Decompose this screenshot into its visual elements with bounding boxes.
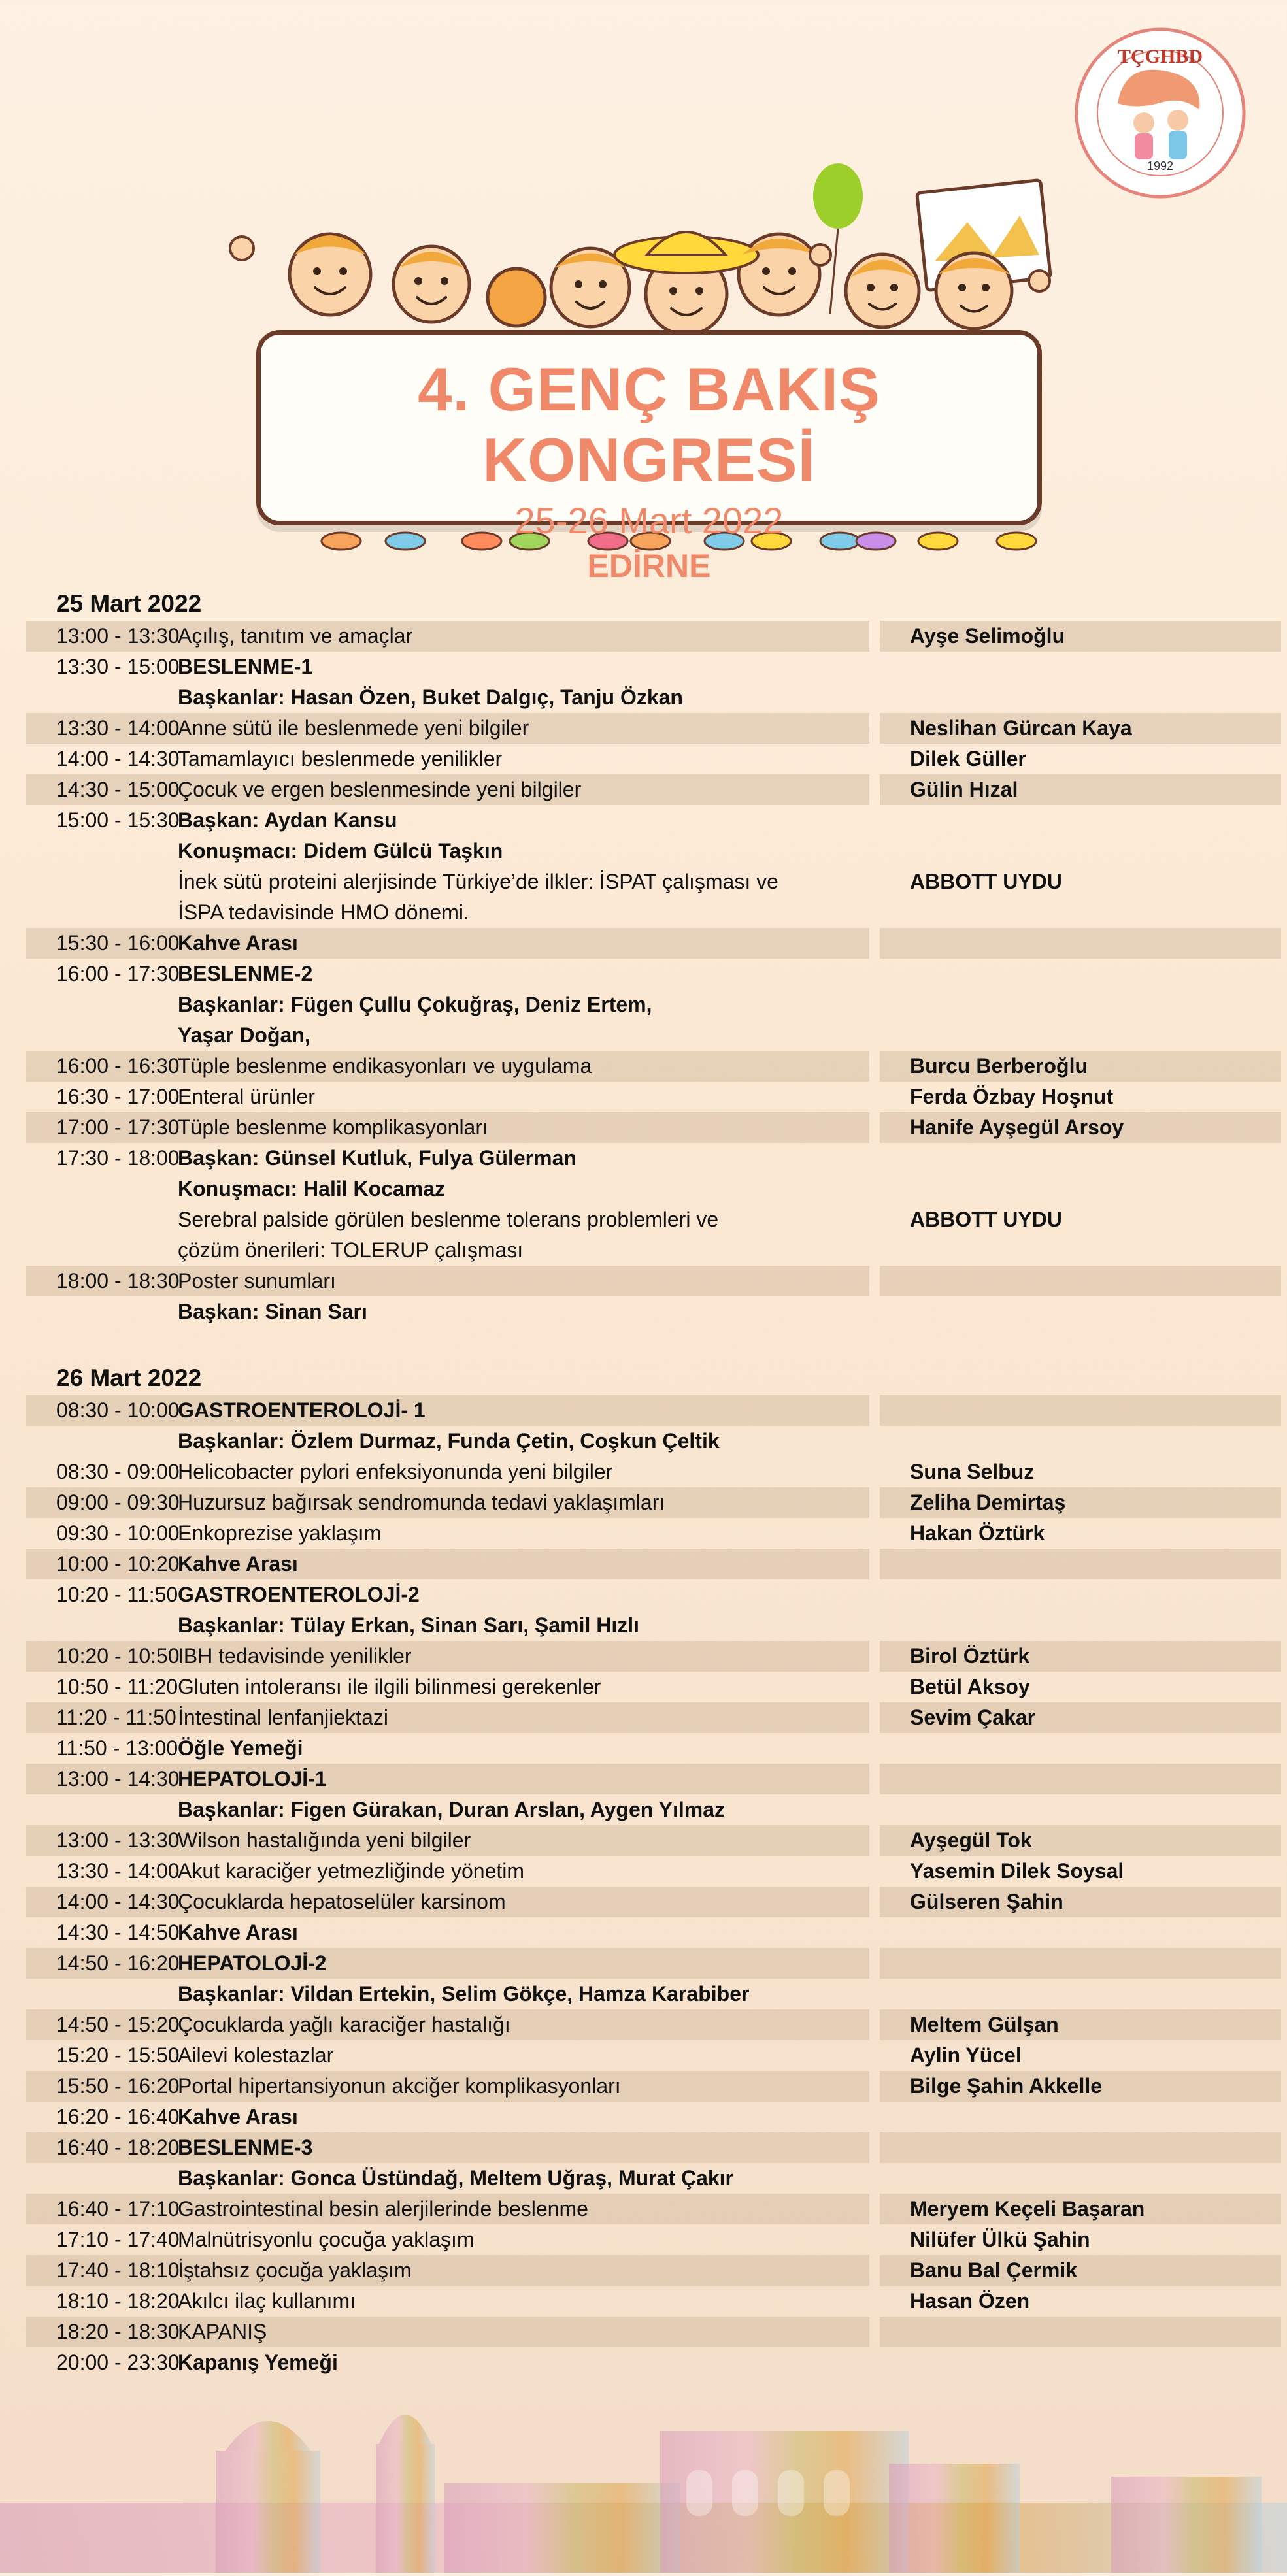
schedule-row xyxy=(26,1641,1281,1672)
session-title: Açılış, tanıtım ve amaçlar xyxy=(178,624,413,648)
schedule-row xyxy=(26,2132,1281,2163)
session-time: 17:10 - 17:40 xyxy=(56,2228,180,2251)
session-speaker xyxy=(880,2317,1281,2347)
session-cell xyxy=(26,1641,869,1672)
session-speaker xyxy=(880,2132,1281,2163)
session-title: Başkanlar: Figen Gürakan, Duran Arslan, Aygen Yılmaz xyxy=(178,1798,725,1821)
session-speaker xyxy=(880,652,1281,682)
congress-title: 4. GENÇ BAKIŞ KONGRESİ xyxy=(418,355,880,494)
schedule-row xyxy=(26,682,1281,713)
schedule-row xyxy=(26,928,1281,959)
session-time: 18:00 - 18:30 xyxy=(56,1269,180,1293)
session-title: GASTROENTEROLOJİ-2 xyxy=(178,1583,420,1606)
session-title: Başkanlar: Hasan Özen, Buket Dalgıç, Tanju Özkan xyxy=(178,685,683,709)
session-title: İnek sütü proteini alerjisinde Türkiye’de ilkler: İSPAT çalışması ve xyxy=(178,870,778,893)
session-title: Kahve Arası xyxy=(178,1921,298,1944)
schedule-row xyxy=(26,2102,1281,2132)
session-title: Tamamlayıcı beslenmede yenilikler xyxy=(178,747,503,770)
schedule-row xyxy=(26,1856,1281,1887)
session-cell xyxy=(26,2132,869,2163)
session-cell xyxy=(26,1917,869,1948)
session-title: Çocuk ve ergen beslenmesinde yeni bilgiler xyxy=(178,778,582,801)
session-speaker xyxy=(880,1174,1281,1204)
schedule-row xyxy=(26,1549,1281,1579)
session-cell xyxy=(26,1266,869,1296)
session-speaker: Yasemin Dilek Soysal xyxy=(910,1859,1124,1883)
session-title: Başkanlar: Özlem Durmaz, Funda Çetin, Coşkun Çeltik xyxy=(178,1429,720,1453)
session-title: HEPATOLOJİ-2 xyxy=(178,1951,327,1975)
schedule-row xyxy=(26,2255,1281,2286)
session-speaker xyxy=(880,897,1281,928)
session-time: 14:30 - 14:50 xyxy=(56,1921,180,1944)
session-speaker xyxy=(880,805,1281,836)
session-title: Tüple beslenme endikasyonları ve uygulama xyxy=(178,1054,592,1078)
session-cell xyxy=(26,2286,869,2317)
session-title: Gluten intoleransı ile ilgili bilinmesi gerekenler xyxy=(178,1675,601,1698)
session-time: 17:40 - 18:10 xyxy=(56,2258,180,2282)
schedule-row xyxy=(26,989,1281,1020)
session-cell xyxy=(26,1764,869,1794)
schedule-row xyxy=(26,1948,1281,1979)
session-title: Kapanış Yemeği xyxy=(178,2351,338,2374)
schedule-row xyxy=(26,713,1281,744)
session-time: 11:50 - 13:00 xyxy=(56,1736,178,1760)
session-cell xyxy=(26,1487,869,1518)
schedule-row xyxy=(26,1979,1281,2009)
session-speaker: ABBOTT UYDU xyxy=(910,1208,1062,1231)
session-title: Başkan: Sinan Sarı xyxy=(178,1300,367,1323)
schedule-row xyxy=(26,1794,1281,1825)
session-cell xyxy=(26,867,869,897)
session-time: 10:20 - 11:50 xyxy=(56,1583,178,1606)
session-speaker xyxy=(880,1917,1281,1948)
session-cell xyxy=(26,1549,869,1579)
session-speaker: Ferda Özbay Hoşnut xyxy=(910,1085,1114,1108)
session-cell xyxy=(26,652,869,682)
session-speaker xyxy=(880,928,1281,959)
session-speaker: Hanife Ayşegül Arsoy xyxy=(880,1112,1281,1143)
session-time: 17:30 - 18:00 xyxy=(56,1146,180,1170)
session-time: 15:20 - 15:50 xyxy=(56,2043,180,2067)
session-cell xyxy=(26,2040,869,2071)
session-cell xyxy=(26,1948,869,1979)
schedule-row xyxy=(26,959,1281,989)
session-speaker: Betül Aksoy xyxy=(910,1675,1030,1698)
schedule-row xyxy=(26,2163,1281,2194)
session-time: 10:00 - 10:20 xyxy=(56,1552,180,1576)
session-cell xyxy=(26,1794,869,1825)
session-speaker xyxy=(880,1143,1281,1174)
session-speaker: Aylin Yücel xyxy=(910,2043,1022,2067)
session-speaker: Hakan Öztürk xyxy=(910,1521,1045,1545)
session-speaker: Sevim Çakar xyxy=(880,1702,1281,1733)
schedule-row xyxy=(26,1518,1281,1549)
session-speaker xyxy=(880,1266,1281,1296)
schedule-row xyxy=(26,1764,1281,1794)
session-time: 14:00 - 14:30 xyxy=(56,747,180,770)
session-title: Enteral ürünler xyxy=(178,1085,315,1108)
schedule-row xyxy=(26,1426,1281,1457)
session-cell xyxy=(26,1579,869,1610)
session-cell xyxy=(26,2071,869,2102)
session-cell xyxy=(26,1518,869,1549)
session-time: 08:30 - 10:00 xyxy=(56,1398,180,1422)
session-speaker: Meltem Gülşan xyxy=(880,2009,1281,2040)
session-cell xyxy=(26,2163,869,2194)
session-time: 13:30 - 14:00 xyxy=(56,1859,180,1883)
session-title: Konuşmacı: Didem Gülcü Taşkın xyxy=(178,839,503,863)
session-speaker: ABBOTT UYDU xyxy=(910,870,1062,893)
session-title: İSPA tedavisinde HMO dönemi. xyxy=(178,900,469,924)
schedule-row xyxy=(26,652,1281,682)
schedule-row xyxy=(26,1672,1281,1702)
session-speaker xyxy=(880,1610,1281,1641)
schedule-row xyxy=(26,1887,1281,1917)
session-cell xyxy=(26,1204,869,1235)
schedule-row xyxy=(26,1917,1281,1948)
session-title: Akut karaciğer yetmezliğinde yönetim xyxy=(178,1859,525,1883)
session-speaker: Nilüfer Ülkü Şahin xyxy=(910,2228,1090,2251)
session-cell xyxy=(26,1887,869,1917)
session-title: Portal hipertansiyonun akciğer komplikasyonları xyxy=(178,2074,621,2098)
schedule-row xyxy=(26,1112,1281,1143)
session-cell xyxy=(26,1020,869,1051)
session-title: İştahsız çocuğa yaklaşım xyxy=(178,2258,412,2282)
session-cell xyxy=(26,1733,869,1764)
session-title: Anne sütü ile beslenmede yeni bilgiler xyxy=(178,716,529,740)
session-title: KAPANIŞ xyxy=(178,2320,267,2343)
session-title: BESLENME-3 xyxy=(178,2136,313,2159)
session-cell xyxy=(26,2009,869,2040)
session-time: 13:30 - 15:00 xyxy=(56,655,180,678)
session-time: 14:30 - 15:00 xyxy=(56,778,180,801)
session-speaker: Bilge Şahin Akkelle xyxy=(880,2071,1281,2102)
logo-year: 1992 xyxy=(1146,159,1174,173)
session-cell xyxy=(26,682,869,713)
session-cell xyxy=(26,2102,869,2132)
session-speaker xyxy=(880,836,1281,867)
schedule-row xyxy=(26,1487,1281,1518)
session-cell xyxy=(26,1672,869,1702)
session-speaker: Gülseren Şahin xyxy=(880,1887,1281,1917)
schedule-row xyxy=(26,2071,1281,2102)
session-cell xyxy=(26,1143,869,1174)
session-cell xyxy=(26,928,869,959)
session-cell xyxy=(26,2194,869,2224)
session-time: 20:00 - 23:30 xyxy=(56,2351,180,2374)
session-speaker xyxy=(880,1579,1281,1610)
session-title: BESLENME-2 xyxy=(178,962,313,985)
schedule-row xyxy=(26,1266,1281,1296)
schedule-row xyxy=(26,774,1281,805)
schedule-row xyxy=(26,1395,1281,1426)
session-speaker xyxy=(880,1395,1281,1426)
session-title: Başkanlar: Vildan Ertekin, Selim Gökçe, Hamza Karabiber xyxy=(178,1982,750,2006)
session-title: Kahve Arası xyxy=(178,2105,298,2128)
session-time: 10:50 - 11:20 xyxy=(56,1675,178,1698)
session-cell xyxy=(26,1457,869,1487)
session-time: 13:00 - 14:30 xyxy=(56,1767,180,1791)
schedule-row xyxy=(26,1051,1281,1082)
session-title: Serebral palside görülen beslenme tolerans problemleri ve xyxy=(178,1208,719,1231)
association-logo xyxy=(1072,25,1248,201)
session-time: 13:30 - 14:00 xyxy=(56,716,180,740)
schedule-row xyxy=(26,1579,1281,1610)
session-title: Başkan: Aydan Kansu xyxy=(178,808,397,832)
session-title: Huzursuz bağırsak sendromunda tedavi yaklaşımları xyxy=(178,1491,665,1514)
session-time: 18:10 - 18:20 xyxy=(56,2289,180,2313)
session-speaker xyxy=(880,1549,1281,1579)
session-cell xyxy=(26,1296,869,1327)
session-cell xyxy=(26,621,869,652)
session-cell xyxy=(26,1051,869,1082)
schedule-row xyxy=(26,1204,1281,1235)
session-time: 14:00 - 14:30 xyxy=(56,1890,180,1913)
day1-heading: 25 Mart 2022 xyxy=(56,590,202,617)
schedule-row xyxy=(26,1702,1281,1733)
session-cell xyxy=(26,1702,869,1733)
session-cell xyxy=(26,1395,869,1426)
session-speaker xyxy=(880,2163,1281,2194)
session-time: 16:40 - 18:20 xyxy=(56,2136,180,2159)
session-time: 10:20 - 10:50 xyxy=(56,1644,180,1668)
session-speaker: Birol Öztürk xyxy=(880,1641,1281,1672)
schedule-row xyxy=(26,2317,1281,2347)
schedule-row xyxy=(26,2040,1281,2071)
session-cell xyxy=(26,836,869,867)
session-time: 17:00 - 17:30 xyxy=(56,1115,180,1139)
session-time: 18:20 - 18:30 xyxy=(56,2320,180,2343)
congress-banner xyxy=(256,330,1042,584)
logo-acronym: TÇGHBD xyxy=(1117,46,1203,67)
session-title: Başkanlar: Tülay Erkan, Sinan Sarı, Şamil Hızlı xyxy=(178,1613,640,1637)
schedule-row xyxy=(26,1296,1281,1327)
schedule-row xyxy=(26,1143,1281,1174)
session-speaker: Ayşegül Tok xyxy=(880,1825,1281,1856)
session-time: 16:40 - 17:10 xyxy=(56,2197,180,2221)
schedule-row xyxy=(26,1174,1281,1204)
schedule-row xyxy=(26,1733,1281,1764)
session-title: Wilson hastalığında yeni bilgiler xyxy=(178,1828,471,1852)
session-title: çözüm önerileri: TOLERUP çalışması xyxy=(178,1238,524,1262)
session-speaker xyxy=(880,1235,1281,1266)
session-time: 08:30 - 09:00 xyxy=(56,1460,180,1483)
session-time: 16:00 - 16:30 xyxy=(56,1054,180,1078)
session-cell xyxy=(26,1082,869,1112)
session-time: 13:00 - 13:30 xyxy=(56,624,180,648)
session-speaker xyxy=(880,1794,1281,1825)
schedule-row xyxy=(26,621,1281,652)
session-time: 16:00 - 17:30 xyxy=(56,962,180,985)
session-cell xyxy=(26,959,869,989)
schedule-row xyxy=(26,1020,1281,1051)
session-title: Başkanlar: Fügen Çullu Çokuğraş, Deniz Ertem, xyxy=(178,993,652,1016)
session-time: 15:00 - 15:30 xyxy=(56,808,180,832)
session-cell xyxy=(26,2255,869,2286)
session-speaker: Ayşe Selimoğlu xyxy=(880,621,1281,652)
session-time: 09:30 - 10:00 xyxy=(56,1521,180,1545)
session-cell xyxy=(26,989,869,1020)
session-speaker: Banu Bal Çermik xyxy=(880,2255,1281,2286)
day2-heading: 26 Mart 2022 xyxy=(56,1364,202,1391)
schedule-row xyxy=(26,836,1281,867)
session-time: 11:20 - 11:50 xyxy=(56,1706,176,1729)
session-speaker xyxy=(880,1020,1281,1051)
schedule-row xyxy=(26,867,1281,897)
schedule-row xyxy=(26,2224,1281,2255)
session-cell xyxy=(26,744,869,774)
session-title: Başkan: Günsel Kutluk, Fulya Gülerman xyxy=(178,1146,577,1170)
session-title: Helicobacter pylori enfeksiyonunda yeni bilgiler xyxy=(178,1460,613,1483)
session-title: GASTROENTEROLOJİ- 1 xyxy=(178,1398,426,1422)
session-speaker xyxy=(880,1979,1281,2009)
session-cell xyxy=(26,1856,869,1887)
session-speaker xyxy=(880,2102,1281,2132)
session-title: Malnütrisyonlu çocuğa yaklaşım xyxy=(178,2228,475,2251)
session-time: 15:30 - 16:00 xyxy=(56,931,180,955)
schedule-row xyxy=(26,805,1281,836)
session-time: 14:50 - 16:20 xyxy=(56,1951,180,1975)
session-speaker: Suna Selbuz xyxy=(910,1460,1035,1483)
session-title: Başkanlar: Gonca Üstündağ, Meltem Uğraş, Murat Çakır xyxy=(178,2166,733,2190)
session-speaker xyxy=(880,1296,1281,1327)
session-time: 14:50 - 15:20 xyxy=(56,2013,180,2036)
session-title: Tüple beslenme komplikasyonları xyxy=(178,1115,488,1139)
session-speaker: Gülin Hızal xyxy=(880,774,1281,805)
session-cell xyxy=(26,805,869,836)
session-speaker: Hasan Özen xyxy=(910,2289,1030,2313)
day2-table xyxy=(26,1395,1281,2378)
session-cell xyxy=(26,1426,869,1457)
session-cell xyxy=(26,2224,869,2255)
session-title: Poster sunumları xyxy=(178,1269,336,1293)
schedule-row xyxy=(26,1825,1281,1856)
session-speaker xyxy=(880,1764,1281,1794)
congress-dates: 25-26 Mart 2022 xyxy=(514,500,784,541)
session-title: Ailevi kolestazlar xyxy=(178,2043,334,2067)
session-speaker xyxy=(880,682,1281,713)
session-cell xyxy=(26,1610,869,1641)
session-title: Konuşmacı: Halil Kocamaz xyxy=(178,1177,445,1200)
session-speaker xyxy=(880,1426,1281,1457)
session-cell xyxy=(26,1235,869,1266)
day1-table xyxy=(26,621,1281,1327)
session-time: 16:20 - 16:40 xyxy=(56,2105,180,2128)
congress-city: EDİRNE xyxy=(587,548,711,584)
session-speaker xyxy=(880,989,1281,1020)
session-title: HEPATOLOJİ-1 xyxy=(178,1767,327,1791)
session-title: İntestinal lenfanjiektazi xyxy=(178,1706,388,1729)
session-speaker: Neslihan Gürcan Kaya xyxy=(880,713,1281,744)
session-cell xyxy=(26,1112,869,1143)
session-title: Öğle Yemeği xyxy=(178,1736,303,1760)
session-cell xyxy=(26,774,869,805)
session-cell xyxy=(26,2317,869,2347)
schedule-row xyxy=(26,1235,1281,1266)
session-time: 13:00 - 13:30 xyxy=(56,1828,180,1852)
session-time: 15:50 - 16:20 xyxy=(56,2074,180,2098)
session-title: Çocuklarda yağlı karaciğer hastalığı xyxy=(178,2013,510,2036)
session-title: Akılcı ilaç kullanımı xyxy=(178,2289,356,2313)
schedule-row xyxy=(26,897,1281,928)
session-time: 09:00 - 09:30 xyxy=(56,1491,180,1514)
session-speaker: Burcu Berberoğlu xyxy=(880,1051,1281,1082)
session-speaker xyxy=(880,1948,1281,1979)
schedule-row xyxy=(26,1457,1281,1487)
schedule-row xyxy=(26,1082,1281,1112)
session-cell xyxy=(26,1174,869,1204)
session-speaker: Zeliha Demirtaş xyxy=(880,1487,1281,1518)
session-title: Gastrointestinal besin alerjilerinde beslenme xyxy=(178,2197,588,2221)
session-speaker xyxy=(880,959,1281,989)
session-title: Kahve Arası xyxy=(178,1552,298,1576)
session-speaker: Dilek Güller xyxy=(910,747,1026,770)
session-cell xyxy=(26,897,869,928)
schedule-row xyxy=(26,744,1281,774)
session-title: Yaşar Doğan, xyxy=(178,1023,310,1047)
program-schedule xyxy=(26,591,1281,2378)
session-title: Kahve Arası xyxy=(178,931,298,955)
session-speaker xyxy=(880,1733,1281,1764)
schedule-row xyxy=(26,1610,1281,1641)
schedule-row xyxy=(26,2009,1281,2040)
session-time: 16:30 - 17:00 xyxy=(56,1085,180,1108)
edirne-skyline-illustration xyxy=(0,2353,1287,2573)
session-title: Enkoprezise yaklaşım xyxy=(178,1521,382,1545)
session-title: Çocuklarda hepatoselüler karsinom xyxy=(178,1890,506,1913)
session-cell xyxy=(26,1825,869,1856)
session-cell xyxy=(26,1979,869,2009)
session-speaker: Meryem Keçeli Başaran xyxy=(880,2194,1281,2224)
session-title: IBH tedavisinde yenilikler xyxy=(178,1644,412,1668)
schedule-row xyxy=(26,2286,1281,2317)
schedule-row xyxy=(26,2194,1281,2224)
session-title: BESLENME-1 xyxy=(178,655,313,678)
session-cell xyxy=(26,713,869,744)
